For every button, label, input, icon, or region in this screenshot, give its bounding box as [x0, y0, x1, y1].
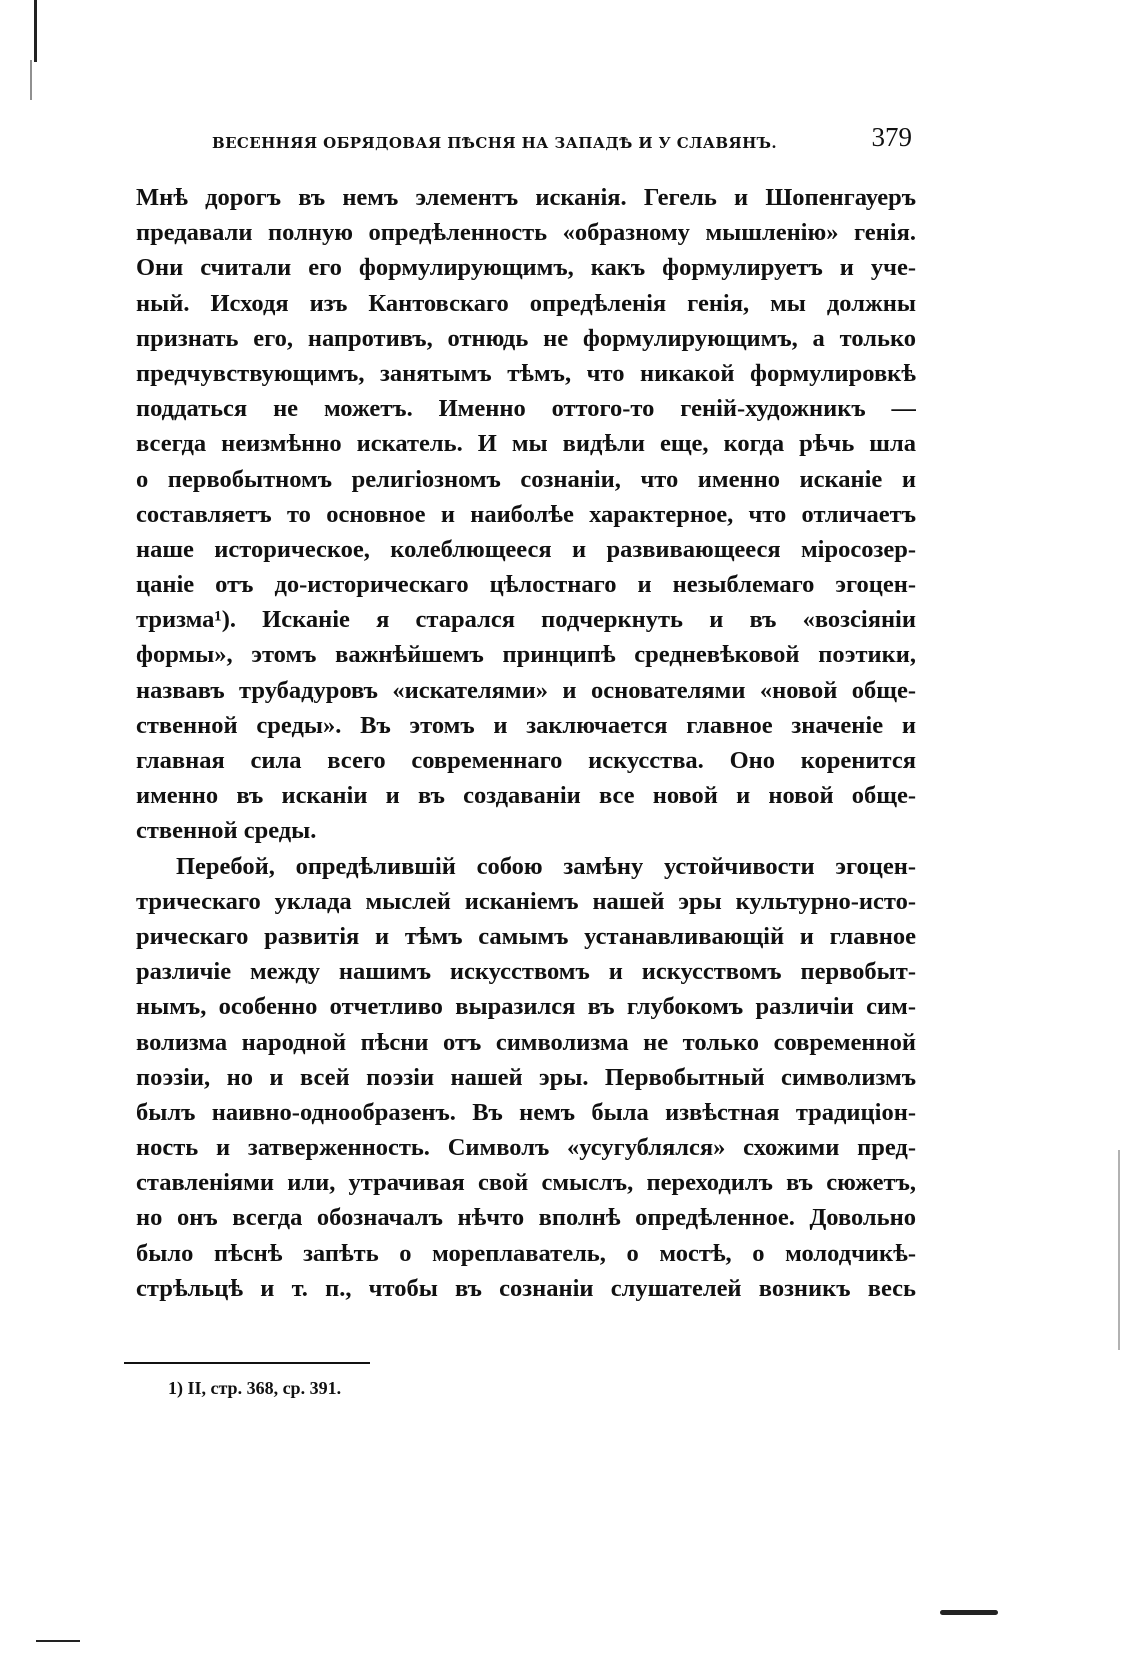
- body-text: [136, 180, 916, 1306]
- text-line: поддаться не можетъ. Именно оттого-то геній-художникъ —: [136, 395, 916, 423]
- text-line: трическаго уклада мыслей исканіемъ нашей эры культурно-исто-: [136, 887, 916, 915]
- scan-edge-mark: [1118, 1150, 1120, 1350]
- text-line: предчувствующимъ, занятымъ тѣмъ, что никакой формулировкѣ: [136, 359, 916, 387]
- text-line: именно въ исканіи и въ создаваніи все новой и новой обще-: [136, 782, 916, 810]
- text-line: ставленіями или, утрачивая свой смыслъ, переходилъ въ сюжетъ,: [136, 1169, 916, 1197]
- scan-edge-mark: [940, 1610, 998, 1615]
- text-line: ность и затверженность. Символъ «усугублялся» схожими пред-: [136, 1134, 916, 1162]
- text-line: былъ наивно-однообразенъ. Въ немъ была извѣстная традиціон-: [136, 1098, 916, 1126]
- text-line: было пѣснѣ запѣть о мореплаватель, о мостѣ, о молодчикѣ-: [136, 1239, 916, 1267]
- text-line: о первобытномъ религіозномъ сознаніи, что именно исканіе и: [136, 465, 916, 493]
- text-line: ственной среды». Въ этомъ и заключается главное значеніе и: [136, 711, 916, 739]
- text-line: нымъ, особенно отчетливо выразился въ глубокомъ различіи сим-: [136, 993, 916, 1021]
- text-line: но онъ всегда обозначалъ нѣчто вполнѣ опредѣленное. Довольно: [136, 1204, 916, 1232]
- text-line: стрѣльцѣ и т. п., чтобы въ сознаніи слушателей возникъ весь: [136, 1274, 916, 1302]
- text-line: составляетъ то основное и наиболѣе характерное, что отличаетъ: [136, 500, 916, 528]
- text-line: различіе между нашимъ искусствомъ и искусствомъ первобыт-: [136, 958, 916, 986]
- text-line: ственной среды.: [136, 817, 317, 845]
- footnote-rule: [124, 1362, 370, 1364]
- scan-edge-mark: [36, 1640, 80, 1642]
- text-line: волизма народной пѣсни отъ символизма не только современной: [136, 1028, 916, 1056]
- text-line: Они считали его формулирующимъ, какъ формулируетъ и уче-: [136, 254, 916, 282]
- text-line: признать его, напротивъ, отнюдь не формулирующимъ, а только: [136, 324, 916, 352]
- scan-edge-mark: [30, 60, 32, 100]
- scan-edge-mark: [34, 0, 37, 62]
- text-line: предавали полную опредѣленность «образному мышленію» генія.: [136, 219, 916, 247]
- text-line: назвавъ трубадуровъ «искателями» и основателями «новой обще-: [136, 676, 916, 704]
- text-line: поэзіи, но и всей поэзіи нашей эры. Первобытный символизмъ: [136, 1063, 916, 1091]
- page-header: [212, 122, 912, 162]
- text-line: тризма¹). Исканіе я старался подчеркнуть и въ «возсіяніи: [136, 606, 916, 634]
- text-line: цаніе отъ до-историческаго цѣлостнаго и незыблемаго эгоцен-: [136, 571, 916, 599]
- text-line: ный. Исходя изъ Кантовскаго опредѣленія генія, мы должны: [136, 289, 916, 317]
- text-line: формы», этомъ важнѣйшемъ принципѣ средневѣковой поэтики,: [136, 641, 916, 669]
- text-line: Перебой, опредѣлившій собою замѣну устойчивости эгоцен-: [176, 852, 916, 880]
- text-line: всегда неизмѣнно искатель. И мы видѣли еще, когда рѣчь шла: [136, 430, 916, 458]
- text-line: Мнѣ дорогъ въ немъ элементъ исканія. Гегель и Шопенгауеръ: [136, 184, 916, 211]
- running-title: ВЕСЕННЯЯ ОБРЯДОВАЯ ПѢСНЯ НА ЗАПАДѢ И У СЛАВЯНЪ.: [212, 134, 778, 152]
- text-line: наше историческое, колеблющееся и развивающееся міросозер-: [136, 535, 916, 563]
- footnote: 1) II, стр. 368, ср. 391.: [168, 1378, 342, 1398]
- text-line: главная сила всего современнаго искусства. Оно коренится: [136, 747, 916, 774]
- text-line: рическаго развитія и тѣмъ самымъ устанавливающій и главное: [136, 922, 916, 950]
- page-number: 379: [871, 122, 912, 152]
